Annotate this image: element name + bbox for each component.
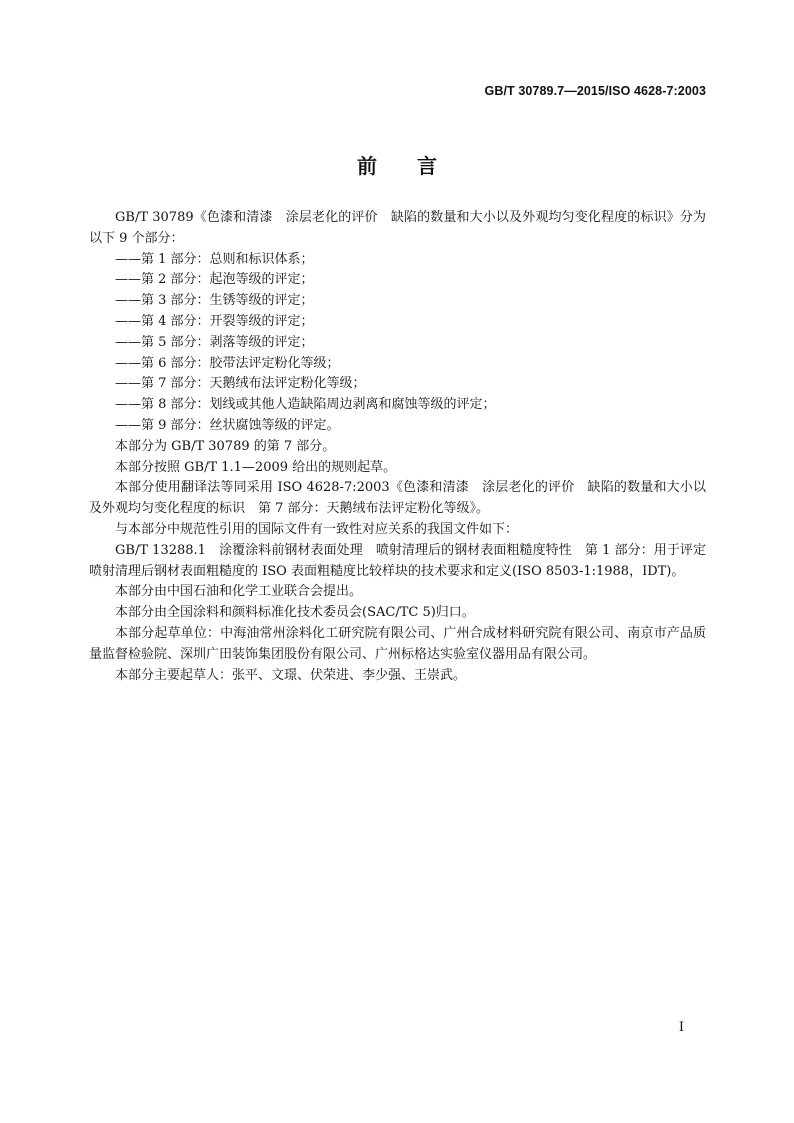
paragraph-drafting-rules: 本部分按照 GB/T 1.1—2009 给出的规则起草。 xyxy=(115,459,397,475)
foreword-body xyxy=(89,208,706,686)
list-item-part-6: ——第 6 部分：胶带法评定粉化等级； xyxy=(115,355,340,371)
list-item-part-8: ——第 8 部分：划线或其他人造缺陷周边剥离和腐蚀等级的评定； xyxy=(115,397,496,413)
paragraph-drafters: 本部分主要起草人：张平、文璟、伏荣进、李少强、王崇武。 xyxy=(115,667,467,683)
list-item-part-3: ——第 3 部分：生锈等级的评定； xyxy=(115,293,314,309)
list-item-part-5: ——第 5 部分：剥落等级的评定； xyxy=(115,334,314,350)
paragraph-adoption: 本部分使用翻译法等同采用 ISO 4628-7:2003《色漆和清漆 涂层老化的评价 缺陷的数量和大小以及外观均匀变化程度的标识 第 7 部分：天鹅绒布法评定粉化等级》。 xyxy=(89,480,706,517)
page-title: 前言 xyxy=(357,154,477,178)
list-item-part-1: ——第 1 部分：总则和标识体系； xyxy=(115,251,314,267)
paragraph-intro: GB/T 30789《色漆和清漆 涂层老化的评价 缺陷的数量和大小以及外观均匀变化程度的标识》分为以下 9 个部分： xyxy=(89,210,706,246)
paragraph-drafting-units: 本部分起草单位：中海油常州涂料化工研究院有限公司、广州合成材料研究院有限公司、南京市产品质量监督检验院、深圳广田装饰集团股份有限公司、广州标格达实验室仪器用品有限公司。 xyxy=(89,625,706,662)
list-item-part-9: ——第 9 部分：丝状腐蚀等级的评定。 xyxy=(115,417,340,433)
paragraph-reference-intro: 与本部分中规范性引用的国际文件有一致性对应关系的我国文件如下： xyxy=(115,521,519,537)
paragraph-reference-document: GB/T 13288.1 涂覆涂料前钢材表面处理 喷射清理后的钢材表面粗糙度特性 第 1 部分：用于评定喷射清理后钢材表面粗糙度的 ISO 表面粗糙度比较样块的技术要求和定义(ISO 8503-1:1988，IDT)。 xyxy=(89,542,706,579)
list-item-part-2: ——第 2 部分：起泡等级的评定； xyxy=(115,272,314,288)
paragraph-proposed-by: 本部分由中国石油和化学工业联合会提出。 xyxy=(115,584,363,600)
paragraph-part-statement: 本部分为 GB/T 30789 的第 7 部分。 xyxy=(115,438,336,454)
page-number: I xyxy=(678,1020,684,1035)
paragraph-centralized-by: 本部分由全国涂料和颜料标准化技术委员会(SAC/TC 5)归口。 xyxy=(115,605,475,621)
list-item-part-4: ——第 4 部分：开裂等级的评定； xyxy=(115,313,314,329)
standard-code-header: GB/T 30789.7—2015/ISO 4628-7:2003 xyxy=(484,84,706,98)
list-item-part-7: ——第 7 部分：天鹅绒布法评定粉化等级； xyxy=(115,376,366,392)
